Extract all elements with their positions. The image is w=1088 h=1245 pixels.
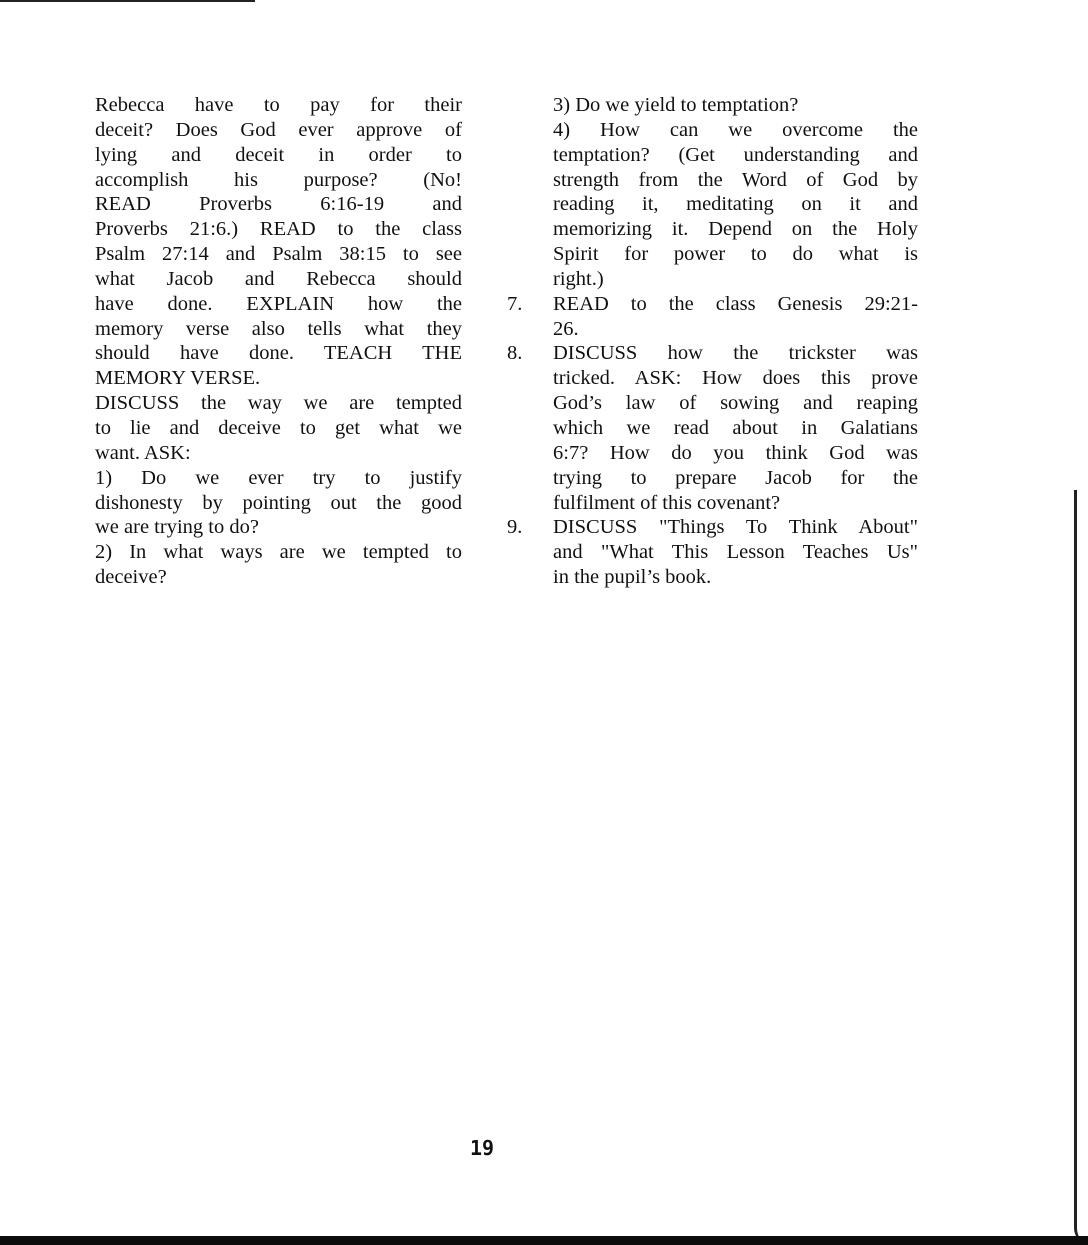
text-line: reading it, meditating on it and [553,193,918,216]
text-line: MEMORY VERSE. [95,367,261,390]
text-line: Psalm 27:14 and Psalm 38:15 to see [95,243,462,266]
text-line: Proverbs 21:6.) READ to the class [95,218,462,241]
question-4: 4) How can we overcome the [553,118,918,141]
scan-edge-line [0,0,255,2]
text-line: memorizing it. Depend on the Holy [553,218,918,241]
text-line: temptation? (Get understanding and [553,143,918,166]
item-7: 7. READ to the class Genesis 29:21- [507,292,918,315]
text-line: tricked. ASK: How does this prove [553,367,918,390]
scan-page-edge [1074,490,1088,1245]
text-line: 1) Do we ever try to justify [95,466,462,489]
text-line: to lie and deceive to get what we [95,416,462,439]
item-number: 7. [507,292,523,315]
right-column [507,93,918,590]
item-9: 9. DISCUSS "Things To Think About" [507,516,918,539]
item-8: 8. DISCUSS how the trickster was [507,342,918,365]
text-line: strength from the Word of God by [553,168,918,191]
text-line: in the pupil’s book. [553,566,712,589]
text-line: READ Proverbs 6:16-19 and [95,193,462,216]
text-line: deceive? [95,566,167,589]
text-line: we are trying to do? [95,516,259,539]
scan-bottom-border [0,1236,1088,1245]
text-line: what Jacob and Rebecca should [95,267,462,290]
text-line: should have done. TEACH THE [95,342,462,365]
text-line: God’s law of sowing and reaping [553,392,918,415]
text-line: Rebecca have to pay for their [95,94,462,116]
text-line: have done. EXPLAIN how the [95,292,462,315]
left-column [95,93,462,590]
item-number: 9. [507,516,523,539]
text-line: deceit? Does God ever approve of [95,118,462,141]
text-line: memory verse also tells what they [95,317,462,340]
text-line: DISCUSS the way we are tempted [95,392,462,415]
item-number: 8. [507,342,523,365]
text-line: trying to prepare Jacob for the [553,466,918,489]
text-line: accomplish his purpose? (No! [95,168,462,191]
text-line: 6:7? How do you think God was [553,441,918,464]
text-line: right.) [553,267,604,290]
text-line: want. ASK: [95,441,191,464]
text-line: fulfilment of this covenant? [553,491,781,514]
text-line: Spirit for power to do what is [553,243,918,266]
text-line: dishonesty by pointing out the good [95,491,462,514]
text-line: 26. [553,317,579,340]
page-number: 19 [470,1136,495,1160]
text-line: lying and deceit in order to [95,143,462,166]
text-line: which we read about in Galatians [553,416,918,439]
text-line: and "What This Lesson Teaches Us" [553,541,918,564]
text-line: 2) In what ways are we tempted to [95,541,462,564]
question-3: 3) Do we yield to temptation? [553,94,799,116]
